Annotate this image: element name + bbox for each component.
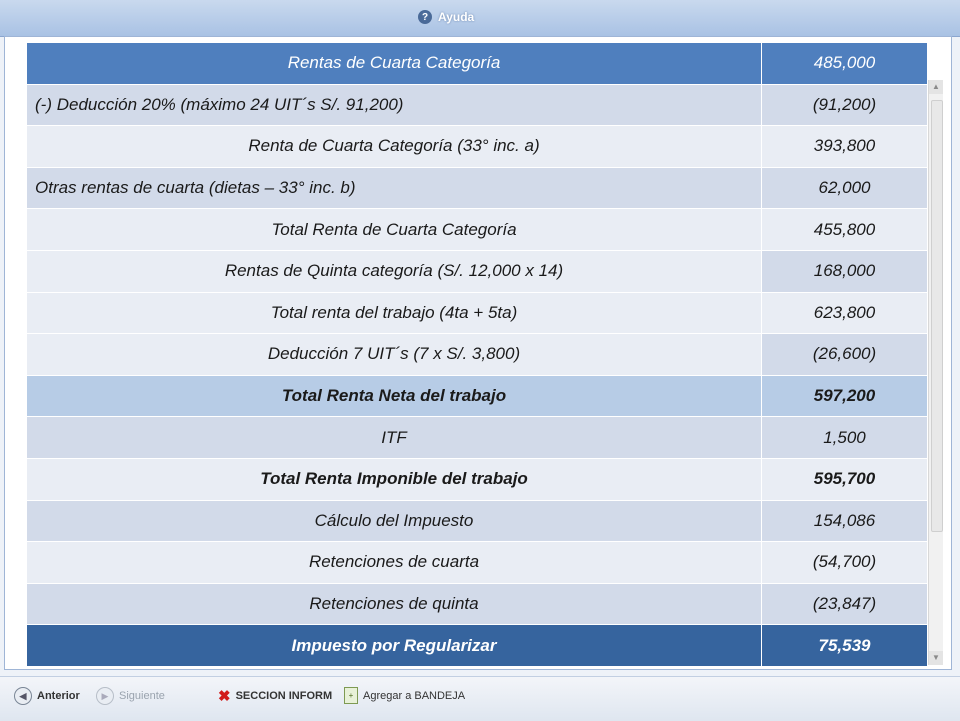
row-label: Retenciones de quinta [27,583,762,625]
row-label: Cálculo del Impuesto [27,500,762,542]
scroll-up-arrow-icon[interactable]: ▲ [929,80,943,94]
close-x-icon: ✖ [218,688,231,705]
row-label: (-) Deducción 20% (máximo 24 UIT´s S/. 91,200) [27,84,762,126]
window-title-text: Ayuda [438,10,475,24]
table-row [27,583,928,625]
table-row [27,375,928,417]
scroll-down-arrow-icon[interactable]: ▼ [929,651,943,665]
table-row [27,43,928,85]
row-value: (91,200) [762,84,928,126]
row-value: (54,700) [762,542,928,584]
forward-arrow-icon: ▶ [96,687,114,705]
table-row [27,167,928,209]
table-row [27,209,928,251]
row-value: 595,700 [762,458,928,500]
tax-calculation-table [26,42,928,667]
siguiente-button[interactable] [96,687,165,705]
row-value: (23,847) [762,583,928,625]
row-value: 75,539 [762,625,928,667]
table-row [27,458,928,500]
row-value: 1,500 [762,417,928,459]
table-row [27,292,928,334]
row-value: 154,086 [762,500,928,542]
row-label: Rentas de Cuarta Categoría [27,43,762,85]
row-label: Deducción 7 UIT´s (7 x S/. 3,800) [27,334,762,376]
agregar-bandeja-label: Agregar a BANDEJA [363,689,466,702]
window-title [418,10,474,24]
seccion-inform-label: SECCION INFORM [235,690,333,702]
row-value: 393,800 [762,126,928,168]
table-row [27,417,928,459]
row-label: ITF [27,417,762,459]
table-row [27,334,928,376]
table-row [27,625,928,667]
row-label: Impuesto por Regularizar [27,625,762,667]
row-label: Total Renta de Cuarta Categoría [27,209,762,251]
row-label: Otras rentas de cuarta (dietas – 33° inc. b) [27,167,762,209]
row-label: Renta de Cuarta Categoría (33° inc. a) [27,126,762,168]
siguiente-label: Siguiente [119,690,165,702]
bottom-toolbar [0,676,960,721]
row-label: Retenciones de cuarta [27,542,762,584]
agregar-bandeja-button[interactable] [344,687,465,704]
row-value: 455,800 [762,209,928,251]
row-value: 623,800 [762,292,928,334]
vertical-scrollbar[interactable] [928,80,943,665]
anterior-label: Anterior [37,690,80,702]
seccion-inform-button[interactable] [218,687,332,705]
window-titlebar [0,0,960,37]
anterior-button[interactable] [14,687,80,705]
table-row [27,500,928,542]
row-label: Rentas de Quinta categoría (S/. 12,000 x 14) [27,250,762,292]
row-value: 597,200 [762,375,928,417]
document-add-icon: + [344,687,358,704]
row-value: 485,000 [762,43,928,85]
table-row [27,250,928,292]
table-row [27,542,928,584]
row-value: 168,000 [762,250,928,292]
back-arrow-icon: ◀ [14,687,32,705]
row-value: (26,600) [762,334,928,376]
table-row [27,84,928,126]
row-value: 62,000 [762,167,928,209]
row-label: Total Renta Imponible del trabajo [27,458,762,500]
table-row [27,126,928,168]
scroll-thumb[interactable] [931,100,943,532]
row-label: Total Renta Neta del trabajo [27,375,762,417]
row-label: Total renta del trabajo (4ta + 5ta) [27,292,762,334]
help-icon: ? [418,10,432,24]
